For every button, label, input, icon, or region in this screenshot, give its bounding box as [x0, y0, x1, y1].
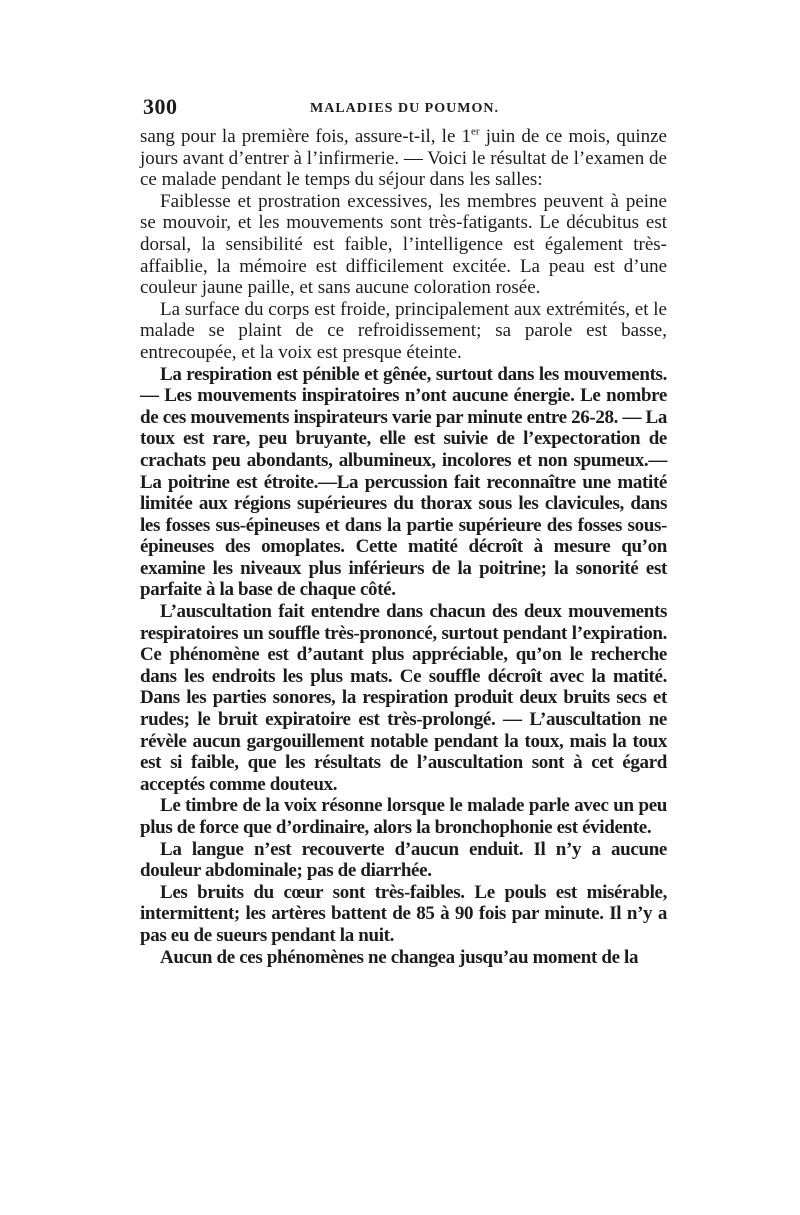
paragraph-text: juin de ce mois, quinze jours avant d’entrer à l’infirmerie. — Voici le résultat de l’examen de ce malade pendant le temps du séjour dans les salles:: [140, 126, 667, 191]
paragraph-text: sang pour la première fois, assure-t-il, le 1: [140, 126, 472, 147]
paragraph: Les bruits du cœur sont très-faibles. Le pouls est misérable, intermittent; les artères battent de 85 à 90 fois par minute. Il n’y a pas eu de sueurs pendant la nuit.: [140, 881, 667, 946]
page-number: 300: [143, 94, 178, 119]
paragraph: [140, 126, 667, 191]
page-header: [140, 94, 667, 124]
paragraph: La respiration est pénible et gênée, surtout dans les mouvements. — Les mouvements inspiratoires n’ont aucune énergie. Le nombre de ces mouvements inspirateurs varie par minute entre 26-28. — La toux est rare, peu bruyante, elle est suivie de l’expectoration de crachats peu abondants, albumineux, incolores et non spumeux.—La poitrine est étroite.—La percussion fait reconnaître une matité limitée aux régions supérieures du thorax sous les clavicules, dans les fosses sus-épineuses et dans la partie supérieure des fosses sous-épineuses des omoplates. Cette matité décroît à mesure qu’on examine les niveaux plus inférieurs de la poitrine; la sonorité est parfaite à la base de chaque côté.: [140, 363, 667, 601]
paragraph: La langue n’est recouverte d’aucun enduit. Il n’y a aucune douleur abdominale; pas de diarrhée.: [140, 838, 667, 882]
document-page: [140, 94, 667, 968]
paragraph: L’auscultation fait entendre dans chacun des deux mouvements respiratoires un souffle très-prononcé, surtout pendant l’expiration. Ce phénomène est d’autant plus appréciable, qu’on le recherche dans les endroits les plus mats. Ce souffle décroît avec la matité. Dans les parties sonores, la respiration produit deux bruits secs et rudes; le bruit expiratoire est très-prolongé. — L’auscultation ne révèle aucun gargouillement notable pendant la toux, mais la toux est si faible, que les résultats de l’auscultation sont à cet égard acceptés comme douteux.: [140, 601, 667, 795]
body-text: [140, 126, 667, 968]
paragraph: Le timbre de la voix résonne lorsque le malade parle avec un peu plus de force que d’ordinaire, alors la bronchophonie est évidente.: [140, 795, 667, 838]
paragraph: Aucun de ces phénomènes ne changea jusqu’au moment de la: [160, 946, 639, 968]
paragraph: Faiblesse et prostration excessives, les membres peuvent à peine se mouvoir, et les mouvements sont très-fatigants. Le décubitus est dorsal, la sensibilité est faible, l’intelligence est également très-affaiblie, la mémoire est difficilement excitée. La peau est d’une couleur jaune paille, et sans aucune coloration rosée.: [140, 190, 667, 299]
running-title: MALADIES DU POUMON.: [310, 101, 499, 116]
superscript: er: [471, 125, 480, 138]
paragraph: La surface du corps est froide, principalement aux extrémités, et le malade se plaint de ce refroidissement; sa parole est basse, entrecoupée, et la voix est presque éteinte.: [140, 298, 667, 363]
